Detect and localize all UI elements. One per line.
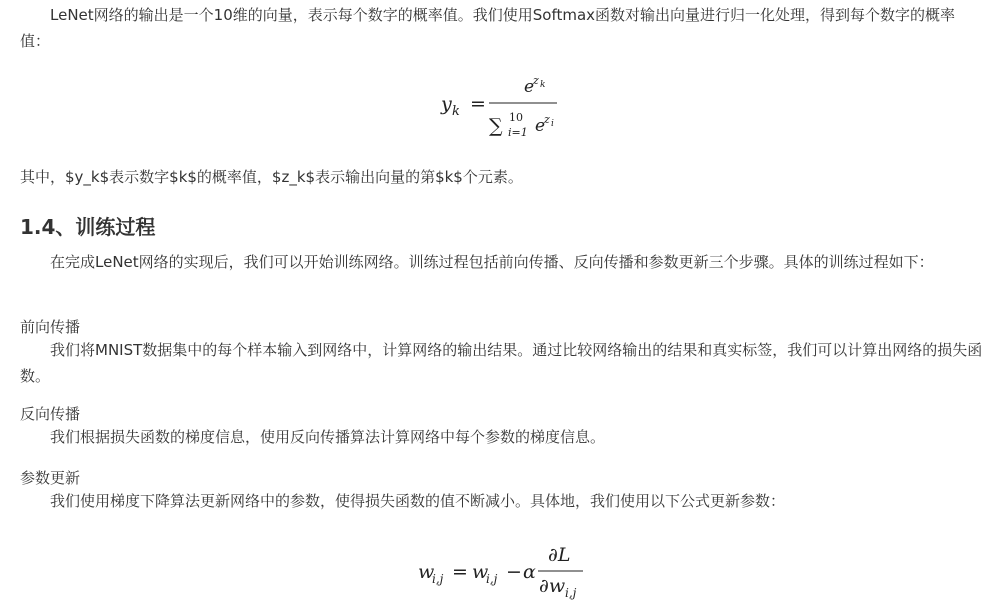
formula-lhs-y: y bbox=[441, 93, 452, 115]
section-heading: 1.4、训练过程 bbox=[20, 215, 156, 239]
update-alpha: α bbox=[523, 561, 536, 583]
update-text: 我们使用梯度下降算法更新网络中的参数，使得损失函数的值不断减小。具体地，我们使用以下公式更新参数： bbox=[50, 492, 786, 510]
update-denominator: ∂w bbox=[539, 575, 566, 597]
softmax-formula bbox=[20, 72, 985, 142]
denominator-e: e bbox=[535, 116, 546, 136]
softmax-formula-svg bbox=[20, 72, 985, 142]
numerator-e: e bbox=[524, 77, 535, 97]
update-equals: = bbox=[452, 561, 468, 583]
update-lhs-sub: i,j bbox=[432, 572, 444, 586]
update-rhs-w: w bbox=[472, 561, 489, 583]
sum-lower-limit: i=1 bbox=[508, 126, 528, 139]
backward-text: 我们根据损失函数的梯度信息，使用反向传播算法计算网络中每个参数的梯度信息。 bbox=[50, 428, 606, 446]
backward-title: 反向传播 bbox=[20, 405, 81, 423]
sum-symbol: ∑ bbox=[489, 115, 503, 137]
update-rhs-sub: i,j bbox=[486, 572, 498, 586]
update-title: 参数更新 bbox=[20, 469, 81, 487]
paragraph-training-intro: 在完成LeNet网络的实现后，我们可以开始训练网络。训练过程包括前向传播、反向传播和参数更新三个步骤。具体的训练过程如下： bbox=[50, 253, 934, 271]
formula-lhs-sub-k: k bbox=[452, 104, 460, 119]
forward-title: 前向传播 bbox=[20, 318, 81, 336]
sum-upper-limit: 10 bbox=[509, 111, 523, 124]
update-numerator: ∂L bbox=[548, 544, 571, 566]
forward-text: 我们将MNIST数据集中的每个样本输入到网络中，计算网络的输出结果。通过比较网络输出的结果和真实标签，我们可以计算出网络的损失函数。 bbox=[20, 341, 983, 385]
update-denominator-sub: i,j bbox=[565, 586, 577, 600]
numerator-exp-z: z bbox=[533, 74, 539, 87]
denominator-exp-z: z bbox=[544, 113, 550, 126]
update-formula-svg bbox=[20, 538, 985, 604]
paragraph-where: 其中，$y_k$表示数字$k$的概率值，$z_k$表示输出向量的第$k$个元素。 bbox=[20, 168, 523, 186]
paragraph-output: LeNet网络的输出是一个10维的向量，表示每个数字的概率值。我们使用Softmax函数对输出向量进行归一化处理，得到每个数字的概率值： bbox=[20, 6, 956, 50]
formula-equals: = bbox=[470, 93, 486, 115]
numerator-exp-sub-k: k bbox=[540, 80, 546, 90]
denominator-exp-sub-i: i bbox=[551, 119, 554, 129]
update-formula bbox=[20, 538, 985, 604]
update-lhs-w: w bbox=[418, 561, 435, 583]
update-minus: − bbox=[506, 561, 522, 583]
